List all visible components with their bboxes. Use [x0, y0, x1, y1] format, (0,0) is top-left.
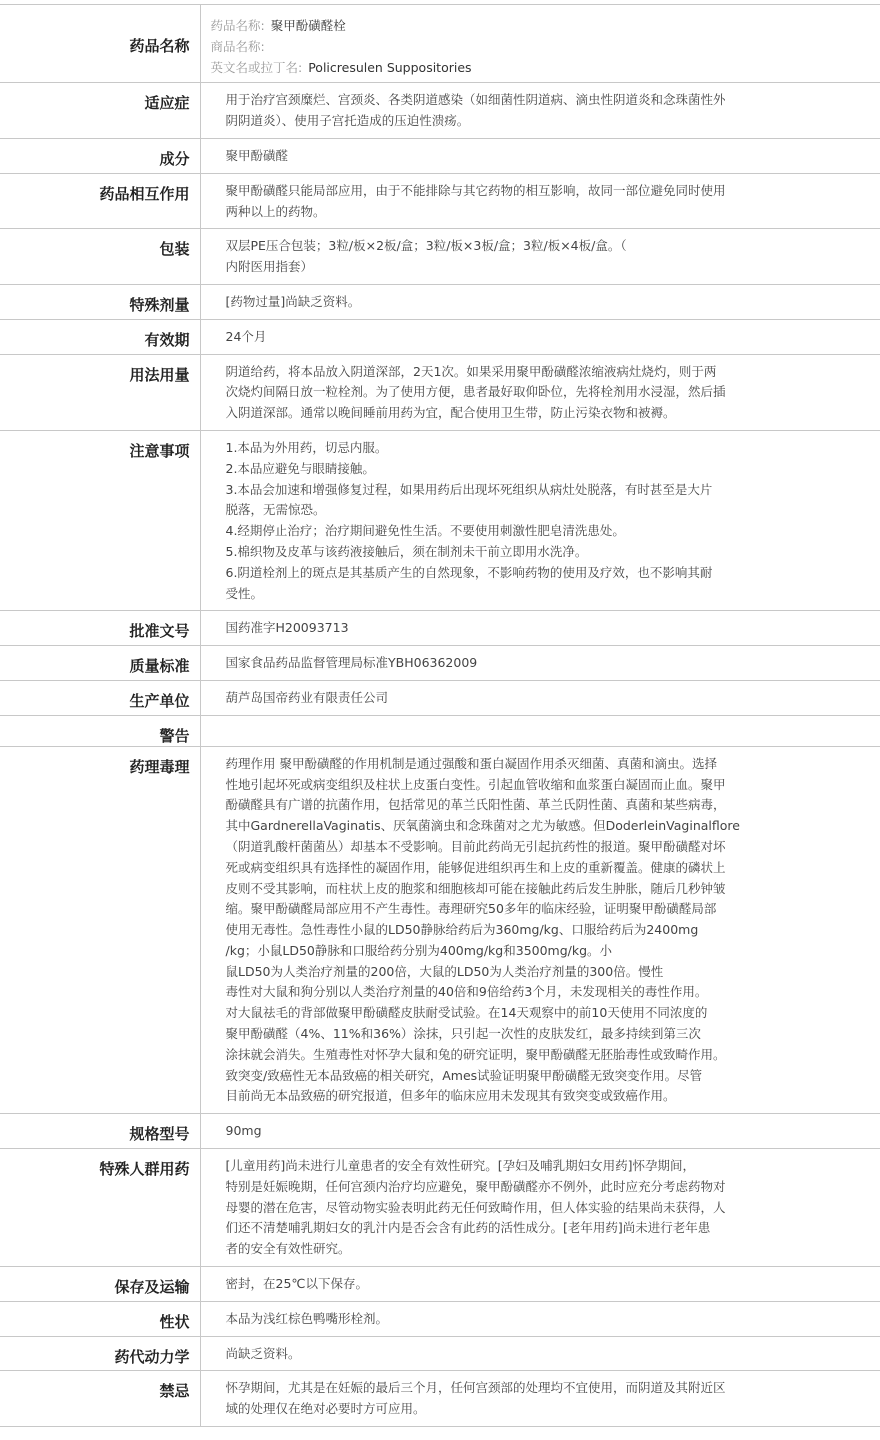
row-text-line: 们还不清楚哺乳期妇女的乳汁内是否会含有此药的活性成分。[老年用药]尚未进行老年患 [225, 1220, 711, 1236]
row-text-line: 本品为浅红棕色鸭嘴形栓剂。 [225, 1310, 389, 1326]
row-label: 药理毒理 [0, 746, 200, 1114]
row-value [200, 138, 880, 173]
trade-name-key: 商品名称: [210, 38, 265, 54]
row-label: 生产单位 [0, 680, 200, 715]
row-text-line: [儿童用药]尚未进行儿童患者的安全有效性研究。[孕妇及哺乳期妇女用药]怀孕期间， [225, 1158, 696, 1174]
row-value [200, 611, 880, 646]
row-value [200, 1114, 880, 1149]
row-value [200, 354, 880, 430]
row-text-line: 致突变/致癌性无本品致癌的相关研究，Ames试验证明聚甲酚磺醛无致突变作用。尽管 [225, 1067, 703, 1083]
info-row [0, 354, 880, 430]
row-text-line: 涂抹就会消失。生殖毒性对怀孕大鼠和兔的研究证明，聚甲酚磺醛无胚胎毒性或致畸作用。 [225, 1046, 726, 1062]
row-value [200, 430, 880, 610]
english-name-value: Policresulen Suppositories [308, 59, 472, 75]
row-label: 警告 [0, 715, 200, 746]
generic-name-line [211, 16, 871, 37]
row-text-line: 性地引起坏死或病变组织及柱状上皮蛋白变性。引起血管收缩和血浆蛋白凝固而止血。聚甲 [225, 776, 726, 792]
row-text-line: 死或病变组织具有选择性的凝固作用，能够促进组织再生和上皮的重新覆盖。健康的磷状上 [225, 859, 726, 875]
row-text-line: 缩。聚甲酚磺醛局部应用不产生毒性。毒理研究50多年的临床经验，证明聚甲酚磺醛局部 [225, 901, 717, 917]
row-text-line: 受性。 [225, 585, 264, 601]
row-drug-name [0, 5, 880, 83]
generic-name-key: 药品名称: [210, 18, 265, 33]
info-row [0, 319, 880, 354]
row-label: 药代动力学 [0, 1336, 200, 1371]
row-label: 成分 [0, 138, 200, 173]
generic-name-value: 聚甲酚磺醛栓 [270, 18, 346, 33]
row-text-line: 药理作用 聚甲酚磺醛的作用机制是通过强酸和蛋白凝固作用杀灭细菌、真菌和滴虫。选择 [225, 755, 717, 771]
row-text-line: 域的处理仅在绝对必要时方可应用。 [225, 1401, 426, 1417]
row-text-line: 双层PE压合包装；3粒/板×2板/盒；3粒/板×3板/盒；3粒/板×4板/盒。（ [225, 238, 627, 254]
row-value [200, 319, 880, 354]
trade-name-line [211, 37, 871, 58]
row-text-line: 阴阴道炎）、使用子宫托造成的压迫性溃疡。 [225, 113, 470, 129]
row-label: 性状 [0, 1301, 200, 1336]
row-label: 药品相互作用 [0, 173, 200, 229]
row-text-line: 聚甲酚磺醛只能局部应用，由于不能排除与其它药物的相互影响，故同一部位避免同时使用 [225, 182, 726, 198]
row-text-line: 尚缺乏资料。 [225, 1345, 301, 1361]
row-text-line: 聚甲酚磺醛 [225, 147, 289, 163]
row-label: 包装 [0, 229, 200, 285]
info-row [0, 284, 880, 319]
row-label: 质量标准 [0, 646, 200, 681]
row-text-line: 2.本品应避免与眼睛接触。 [225, 460, 375, 476]
info-row [0, 1114, 880, 1149]
row-text-line: 阴道给药，将本品放入阴道深部，2天1次。如果采用聚甲酚磺醛浓缩液病灶烧灼，则于两 [225, 363, 717, 379]
row-value [200, 1267, 880, 1302]
info-row [0, 646, 880, 681]
row-label: 规格型号 [0, 1114, 200, 1149]
info-row [0, 83, 880, 139]
row-text-line: 其中GardnerellaVaginatis、厌氧菌滴虫和念珠菌对之尤为敏感。但DoderleinVaginalflore [225, 818, 740, 834]
info-row [0, 611, 880, 646]
drug-info-table [0, 4, 880, 1427]
row-text-line: 怀孕期间，尤其是在妊娠的最后三个月，任何宫颈部的处理均不宜使用，而阴道及其附近区 [225, 1380, 726, 1396]
row-label: 保存及运输 [0, 1267, 200, 1302]
row-text-line: [药物过量]尚缺乏资料。 [225, 293, 361, 309]
row-text-line: 特别是妊娠晚期，任何宫颈内治疗均应避免，聚甲酚磺醛亦不例外，此时应充分考虑药物对 [225, 1178, 726, 1194]
info-row [0, 1149, 880, 1267]
row-text-line: 鼠LD50为人类治疗剂量的200倍，大鼠的LD50为人类治疗剂量的300倍。慢性 [225, 963, 664, 979]
row-text-line: 密封，在25℃以下保存。 [225, 1276, 368, 1292]
info-row [0, 430, 880, 610]
row-text-line: 母婴的潜在危害，尽管动物实验表明此药无任何致畸作用，但人体实验的结果尚未获得，人 [225, 1199, 726, 1215]
row-label: 用法用量 [0, 354, 200, 430]
row-text-line: 90mg [225, 1123, 262, 1139]
english-name-key: 英文名或拉丁名: [210, 59, 303, 75]
row-label: 批准文号 [0, 611, 200, 646]
row-value [200, 5, 880, 83]
row-value [200, 1301, 880, 1336]
info-row [0, 1301, 880, 1336]
row-text-line: 24个月 [225, 328, 267, 344]
row-text-line: 次烧灼间隔日放一粒栓剂。为了使用方便，患者最好取仰卧位，先将栓剂用水浸湿，然后插 [225, 384, 726, 400]
row-text-line: 1.本品为外用药，切忌内服。 [225, 439, 388, 455]
info-row [0, 1336, 880, 1371]
row-text-line: （阴道乳酸杆菌菌丛）却基本不受影响。目前此药尚无引起抗药性的报道。聚甲酚磺醛对坏 [225, 838, 726, 854]
row-value [200, 646, 880, 681]
row-label: 特殊剂量 [0, 284, 200, 319]
info-row [0, 229, 880, 285]
row-text-line: 3.本品会加速和增强修复过程，如果用药后出现坏死组织从病灶处脱落，有时甚至是大片 [225, 481, 713, 497]
row-label: 禁忌 [0, 1371, 200, 1427]
row-value [200, 746, 880, 1114]
row-text-line: 国药准字H20093713 [225, 620, 349, 636]
row-text-line: 对大鼠祛毛的背部做聚甲酚磺醛皮肤耐受试验。在14天观察中的前10天使用不同浓度的 [225, 1005, 708, 1021]
info-row [0, 715, 880, 746]
row-text-line: 入阴道深部。通常以晚间睡前用药为宜，配合使用卫生带，防止污染衣物和被褥。 [225, 405, 676, 421]
row-value [200, 173, 880, 229]
row-text-line: 目前尚无本品致癌的研究报道，但多年的临床应用未发现其有致突变或致癌作用。 [225, 1088, 676, 1104]
info-row [0, 138, 880, 173]
row-label: 注意事项 [0, 430, 200, 610]
info-row [0, 680, 880, 715]
row-text-line: 6.阴道栓剂上的斑点是其基质产生的自然现象，不影响药物的使用及疗效，也不影响其耐 [225, 564, 713, 580]
row-text-line: 脱落，无需惊恐。 [225, 502, 326, 518]
row-label: 有效期 [0, 319, 200, 354]
row-value [200, 715, 880, 746]
row-value [200, 83, 880, 139]
row-value [200, 284, 880, 319]
row-text-line: 聚甲酚磺醛（4%、11%和36%）涂抹，只引起一次性的皮肤发红，最多持续到第三次 [225, 1026, 701, 1042]
row-label: 适应症 [0, 83, 200, 139]
english-name-line [211, 58, 871, 79]
row-label: 特殊人群用药 [0, 1149, 200, 1267]
row-value [200, 1371, 880, 1427]
row-text-line: 用于治疗宫颈糜烂、宫颈炎、各类阴道感染（如细菌性阴道病、滴虫性阴道炎和念珠菌性外 [225, 92, 726, 108]
row-text-line: 使用无毒性。急性毒性小鼠的LD50静脉给药后为360mg/kg、口服给药后为2400mg [225, 922, 699, 938]
row-text-line: 国家食品药品监督管理局标准YBH06362009 [225, 655, 478, 671]
row-value [200, 1149, 880, 1267]
row-value [200, 1336, 880, 1371]
row-text-line: 葫芦岛国帝药业有限责任公司 [225, 689, 389, 705]
info-row [0, 1371, 880, 1427]
row-value [200, 229, 880, 285]
row-text-line: /kg；小鼠LD50静脉和口服给药分别为400mg/kg和3500mg/kg。小 [225, 942, 613, 958]
row-label: 药品名称 [0, 5, 200, 83]
row-value [200, 680, 880, 715]
row-text-line: 毒性对大鼠和狗分别以人类治疗剂量的40倍和9倍给药3个月，未发现相关的毒性作用。 [225, 984, 708, 1000]
row-text-line: 内附医用指套） [225, 259, 314, 275]
row-text-line: 酚磺醛具有广谱的抗菌作用，包括常见的革兰氏阳性菌、革兰氏阴性菌、真菌和某些病毒， [225, 797, 726, 813]
row-text-line: 皮则不受其影响，而柱状上皮的胞浆和细胞核却可能在接触此药后发生肿胀，随后几秒钟皱 [225, 880, 726, 896]
info-row [0, 1267, 880, 1302]
row-text-line: 4.经期停止治疗；治疗期间避免性生活。不要使用刺激性肥皂清洗患处。 [225, 523, 625, 539]
info-row [0, 173, 880, 229]
row-text-line: 5.棉织物及皮革与该药液接触后，须在制剂未干前立即用水洗净。 [225, 543, 588, 559]
row-text-line: 两种以上的药物。 [225, 203, 326, 219]
drug-info-sheet [0, 4, 880, 1427]
info-row [0, 746, 880, 1114]
row-text-line: 者的安全有效性研究。 [225, 1241, 351, 1257]
